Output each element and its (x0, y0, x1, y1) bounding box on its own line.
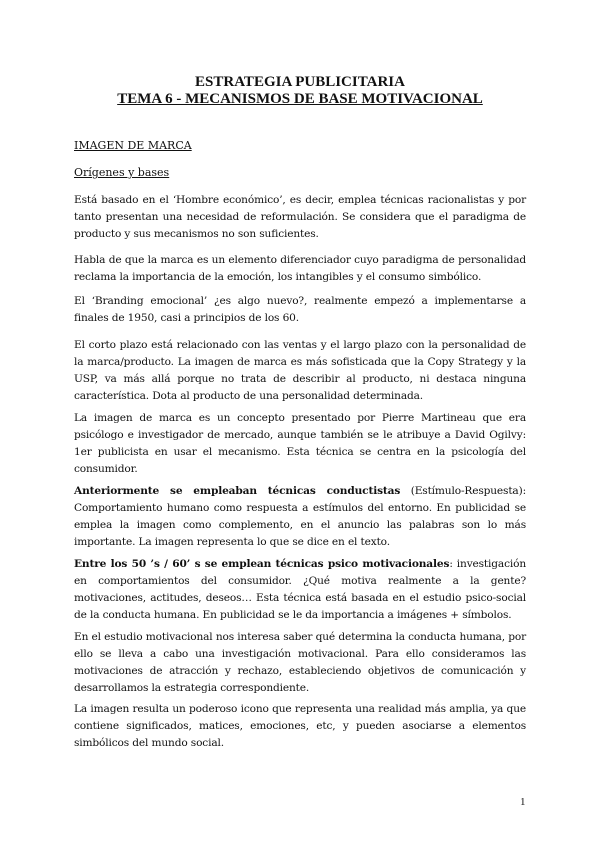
paragraph-6-text: (Estímulo-Respuesta): Comportamiento humano como respuesta a estímulos del entorno. En publicidad se emplea la imagen como complemento, en el anuncio las palabras son lo más importante. La imagen representa lo que se dice en el texto. (74, 485, 526, 548)
paragraph-8: En el estudio motivacional nos interesa saber qué determina la conducta humana, por ello se lleva a cabo una investigación motivacional. Para ello consideramos las motivaciones de atracción y rechazo, estableciendo objetivos de comunicación y desarrollamos la estrategia correspondiente. (74, 631, 526, 694)
document-title: ESTRATEGIA PUBLICITARIA (195, 74, 405, 90)
paragraph-2: Habla de que la marca es un elemento diferenciador cuyo paradigma de personalidad reclama la importancia de la emoción, los intangibles y el consumo simbólico. (74, 254, 526, 283)
paragraph-7-text: : investigación en comportamientos del consumidor. ¿Qué motiva realmente a la gente? motivaciones, actitudes, deseos… Esta técnica está basada en el estudio psico-social de la conducta humana. En publicidad se le da importancia a imágenes + símbolos. (74, 558, 527, 621)
paragraph-1: Está basado en el ‘Hombre económico’, es decir, emplea técnicas racionalistas y por tanto presentan una necesidad de reformulación. Se considera que el paradigma de producto y sus mecanismos no son suficientes. (74, 194, 526, 240)
paragraph-4: El corto plazo está relacionado con las ventas y el largo plazo con la personalidad de la marca/producto. La imagen de marca es más sofisticada que la Copy Strategy y la USP, va más allá porque no trata de describir al producto, ni destaca ninguna característica. Dota al producto de una personalidad determinada. (74, 339, 526, 402)
section-heading: IMAGEN DE MARCA (74, 139, 192, 152)
section-subheading: Orígenes y bases (74, 166, 170, 179)
paragraph-7-bold: Entre los 50 ’s / 60’ s se emplean técnicas psico motivacionales (74, 558, 450, 570)
paragraph-7 (74, 556, 526, 624)
paragraph-9: La imagen resulta un poderoso icono que representa una realidad más amplia, ya que contiene significados, matices, emociones, etc, y pueden asociarse a elementos simbólicos del mundo social. (74, 703, 526, 749)
document-subtitle: TEMA 6 - MECANISMOS DE BASE MOTIVACIONAL (117, 91, 483, 107)
paragraph-6 (74, 483, 526, 551)
paragraph-5: La imagen de marca es un concepto presentado por Pierre Martineau que era psicólogo e investigador de mercado, aunque también se le atribuye a David Ogilvy: 1er publicista en usar el mecanismo. Esta técnica se centra en la psicología del consumidor. (74, 412, 526, 475)
paragraph-3: El ‘Branding emocional’ ¿es algo nuevo?, realmente empezó a implementarse a finales de 1950, casi a principios de los 60. (74, 295, 526, 324)
page-number: 1 (520, 796, 526, 808)
paragraph-6-bold: Anteriormente se empleaban técnicas conductistas (74, 485, 401, 497)
